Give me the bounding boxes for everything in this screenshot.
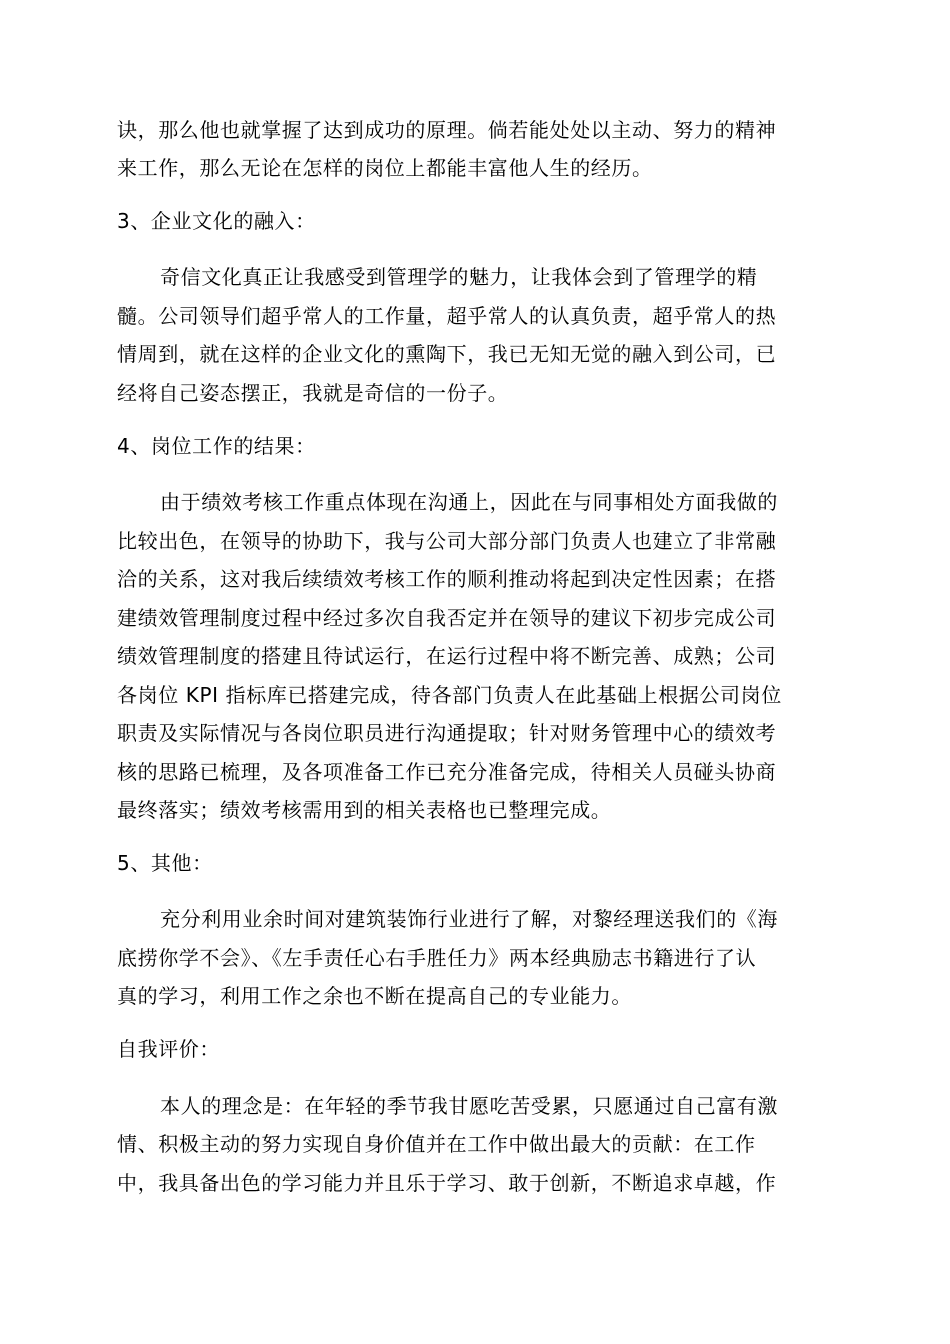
paragraph-line: 奇信文化真正让我感受到管理学的魅力，让我体会到了管理学的精 bbox=[160, 265, 758, 289]
section-heading-self-evaluation: 自我评价： bbox=[117, 1037, 220, 1061]
paragraph-line: 真的学习，利用工作之余也不断在提高自己的专业能力。 bbox=[117, 984, 632, 1008]
paragraph-line: 本人的理念是：在年轻的季节我甘愿吃苦受累，只愿通过自己富有激 bbox=[160, 1094, 778, 1118]
paragraph-line: 核的思路已梳理，及各项准备工作已充分准备完成，待相关人员碰头协商 bbox=[117, 760, 777, 784]
paragraph-line: 洽的关系，这对我后续绩效考核工作的顺利推动将起到决定性因素；在搭 bbox=[117, 567, 777, 591]
paragraph-line: 充分利用业余时间对建筑装饰行业进行了解，对黎经理送我们的《海 bbox=[160, 907, 778, 931]
paragraph-line: 情、积极主动的努力实现自身价值并在工作中做出最大的贡献：在工作 bbox=[117, 1132, 756, 1156]
paragraph-line: 各岗位 KPI 指标库已搭建完成，待各部门负责人在此基础上根据公司岗位 bbox=[117, 683, 782, 707]
paragraph-line: 建绩效管理制度过程中经过多次自我否定并在领导的建议下初步完成公司 bbox=[117, 606, 777, 630]
paragraph-line: 底捞你学不会》、《左手责任心右手胜任力》两本经典励志书籍进行了认 bbox=[117, 946, 757, 970]
paragraph-line: 情周到，就在这样的企业文化的熏陶下，我已无知无觉的融入到公司，已 bbox=[117, 342, 777, 366]
paragraph-line: 比较出色，在领导的协助下，我与公司大部分部门负责人也建立了非常融 bbox=[117, 529, 777, 553]
paragraph-line: 中，我具备出色的学习能力并且乐于学习、敢于创新，不断追求卓越，作 bbox=[117, 1171, 777, 1195]
paragraph-line: 来工作，那么无论在怎样的岗位上都能丰富他人生的经历。 bbox=[117, 156, 653, 180]
paragraph-line: 由于绩效考核工作重点体现在沟通上，因此在与同事相处方面我做的 bbox=[160, 490, 778, 514]
paragraph-line: 经将自己姿态摆正，我就是奇信的一份子。 bbox=[117, 381, 509, 405]
paragraph-line: 最终落实；绩效考核需用到的相关表格也已整理完成。 bbox=[117, 798, 612, 822]
paragraph-line: 髓。公司领导们超乎常人的工作量，超乎常人的认真负责，超乎常人的热 bbox=[117, 304, 777, 328]
paragraph-line: 诀，那么他也就掌握了达到成功的原理。倘若能处处以主动、努力的精神 bbox=[117, 118, 777, 142]
paragraph-line: 职责及实际情况与各岗位职员进行沟通提取；针对财务管理中心的绩效考 bbox=[117, 721, 777, 745]
section-heading-other: 5、其他： bbox=[117, 851, 213, 875]
section-heading-culture: 3、企业文化的融入： bbox=[117, 209, 316, 233]
section-heading-results: 4、岗位工作的结果： bbox=[117, 434, 316, 458]
paragraph-line: 绩效管理制度的搭建且待试运行，在运行过程中将不断完善、成熟；公司 bbox=[117, 644, 777, 668]
